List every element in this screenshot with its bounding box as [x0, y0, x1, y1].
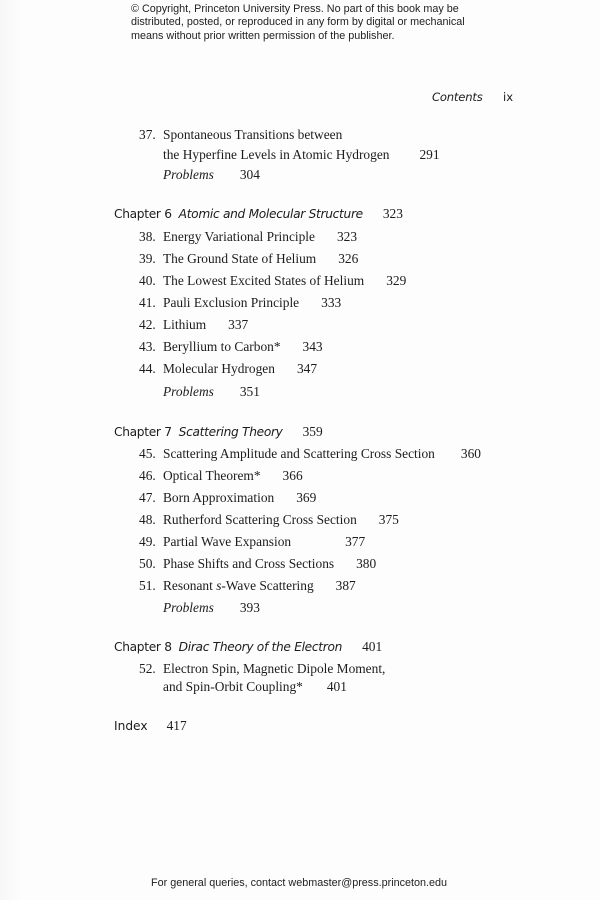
page-ref: 291 — [419, 147, 440, 162]
toc-entry-problems[interactable] — [163, 384, 260, 400]
section-number: 50. — [139, 556, 156, 571]
problems-label: Problems — [163, 600, 214, 615]
section-title-suffix: -Wave Scattering — [221, 578, 314, 593]
chapter-title: Scattering Theory — [178, 425, 283, 439]
copyright-line: distributed, posted, or reproduced in any form by digital or mechanical — [131, 16, 465, 29]
section-number: 45. — [139, 446, 156, 461]
toc-entry-section[interactable] — [139, 446, 481, 462]
section-number: 37. — [139, 127, 156, 142]
section-title: Lithium — [163, 317, 207, 332]
section-number: 47. — [139, 490, 156, 505]
section-number: 42. — [139, 317, 156, 332]
page-ref: 401 — [326, 679, 347, 694]
section-number: 44. — [139, 361, 156, 376]
section-title: Spontaneous Transitions between — [163, 127, 343, 142]
section-title: Energy Variational Principle — [163, 229, 315, 244]
chapter-label: Chapter 6 — [114, 207, 172, 221]
toc-entry-section[interactable] — [139, 229, 357, 245]
page-ref: 417 — [166, 718, 187, 733]
section-title: Pauli Exclusion Principle — [163, 295, 300, 310]
toc-entry-section[interactable] — [139, 127, 342, 143]
page-ref: 343 — [302, 339, 323, 354]
toc-entry-section[interactable] — [139, 490, 316, 506]
page-ref: 323 — [382, 206, 403, 221]
section-title: Partial Wave Expansion — [163, 534, 292, 549]
page-ref: 369 — [296, 490, 317, 505]
toc-entry-section[interactable] — [139, 339, 323, 355]
page-ref: 377 — [345, 534, 366, 549]
page-ref: 380 — [356, 556, 377, 571]
page-ref: 323 — [336, 229, 358, 244]
section-number: 40. — [139, 273, 156, 288]
section-number: 38. — [139, 229, 156, 244]
section-title: The Ground State of Helium — [163, 251, 317, 266]
page-ref: 359 — [302, 424, 323, 439]
page-ref: 333 — [321, 295, 342, 310]
page-ref: 351 — [239, 384, 260, 399]
toc-entry-continuation[interactable] — [163, 147, 440, 163]
page-ref: 329 — [386, 273, 407, 288]
toc-entry-section[interactable] — [139, 317, 248, 333]
section-title: Molecular Hydrogen — [163, 361, 275, 376]
section-title-continued: and Spin-Orbit Coupling* — [163, 679, 303, 694]
problems-label: Problems — [163, 384, 214, 399]
section-number: 46. — [139, 468, 156, 483]
toc-entry-section[interactable] — [139, 273, 406, 289]
page-ref: 337 — [228, 317, 249, 332]
toc-entry-section[interactable] — [139, 512, 399, 528]
footer-contact: For general queries, contact webmaster@press.princeton.edu — [151, 877, 448, 889]
page-ref: 360 — [460, 446, 481, 461]
toc-entry-section[interactable] — [139, 661, 385, 677]
section-title: Scattering Amplitude and Scattering Cross Section — [163, 446, 435, 461]
section-title: Electron Spin, Magnetic Dipole Moment, — [163, 661, 386, 676]
chapter-label: Chapter 8 — [114, 640, 172, 654]
toc-entry-section[interactable] — [139, 295, 341, 311]
chapter-label: Chapter 7 — [114, 425, 172, 439]
section-title: Rutherford Scattering Cross Section — [163, 512, 357, 527]
toc-entry-section[interactable] — [139, 468, 303, 484]
index-label: Index — [114, 719, 148, 733]
page-number: ix — [503, 90, 514, 104]
chapter-title: Atomic and Molecular Structure — [178, 207, 363, 221]
toc-entry-section[interactable] — [139, 578, 356, 594]
page-ref: 326 — [338, 251, 359, 266]
section-number: 48. — [139, 512, 156, 527]
section-number: 43. — [139, 339, 156, 354]
copyright-line: means without prior written permission of the publisher. — [131, 29, 395, 42]
section-number: 52. — [139, 661, 156, 676]
section-number: 51. — [139, 578, 156, 593]
toc-entry-chapter[interactable] — [114, 206, 403, 222]
page-ref: 375 — [378, 512, 399, 527]
toc-entry-chapter[interactable] — [114, 639, 382, 655]
section-number: 41. — [139, 295, 156, 310]
toc-entry-continuation[interactable] — [163, 679, 347, 695]
problems-label: Problems — [163, 167, 214, 182]
page-ref: 366 — [282, 468, 303, 483]
section-title: Optical Theorem* — [163, 468, 261, 483]
section-title: Phase Shifts and Cross Sections — [163, 556, 335, 571]
section-title: Beryllium to Carbon* — [163, 339, 281, 354]
section-title: Born Approximation — [163, 490, 275, 505]
section-title-prefix: Resonant — [163, 578, 217, 593]
toc-entry-section[interactable] — [139, 361, 317, 377]
running-head-title: Contents — [432, 90, 483, 104]
section-title-continued: the Hyperfine Levels in Atomic Hydrogen — [163, 147, 390, 162]
toc-entry-problems[interactable] — [163, 600, 260, 616]
chapter-title: Dirac Theory of the Electron — [178, 640, 343, 654]
copyright-line: © Copyright, Princeton University Press. No part of this book may be — [131, 3, 459, 15]
page-ref: 393 — [239, 600, 260, 615]
toc-entry-section[interactable] — [139, 556, 376, 572]
toc-entry-problems[interactable] — [163, 167, 260, 183]
page-ref: 304 — [239, 167, 260, 182]
page-ref: 347 — [296, 361, 318, 376]
page-ref: 387 — [335, 578, 356, 593]
toc-entry-section[interactable] — [139, 251, 358, 267]
section-title: The Lowest Excited States of Helium — [163, 273, 365, 288]
toc-entry-chapter[interactable] — [114, 424, 323, 440]
page-ref: 401 — [362, 639, 383, 654]
toc-entry-section[interactable] — [139, 534, 365, 550]
toc-entry-index[interactable] — [114, 718, 187, 734]
math-variable-s: s — [216, 578, 222, 593]
section-number: 49. — [139, 534, 156, 549]
section-number: 39. — [139, 251, 156, 266]
